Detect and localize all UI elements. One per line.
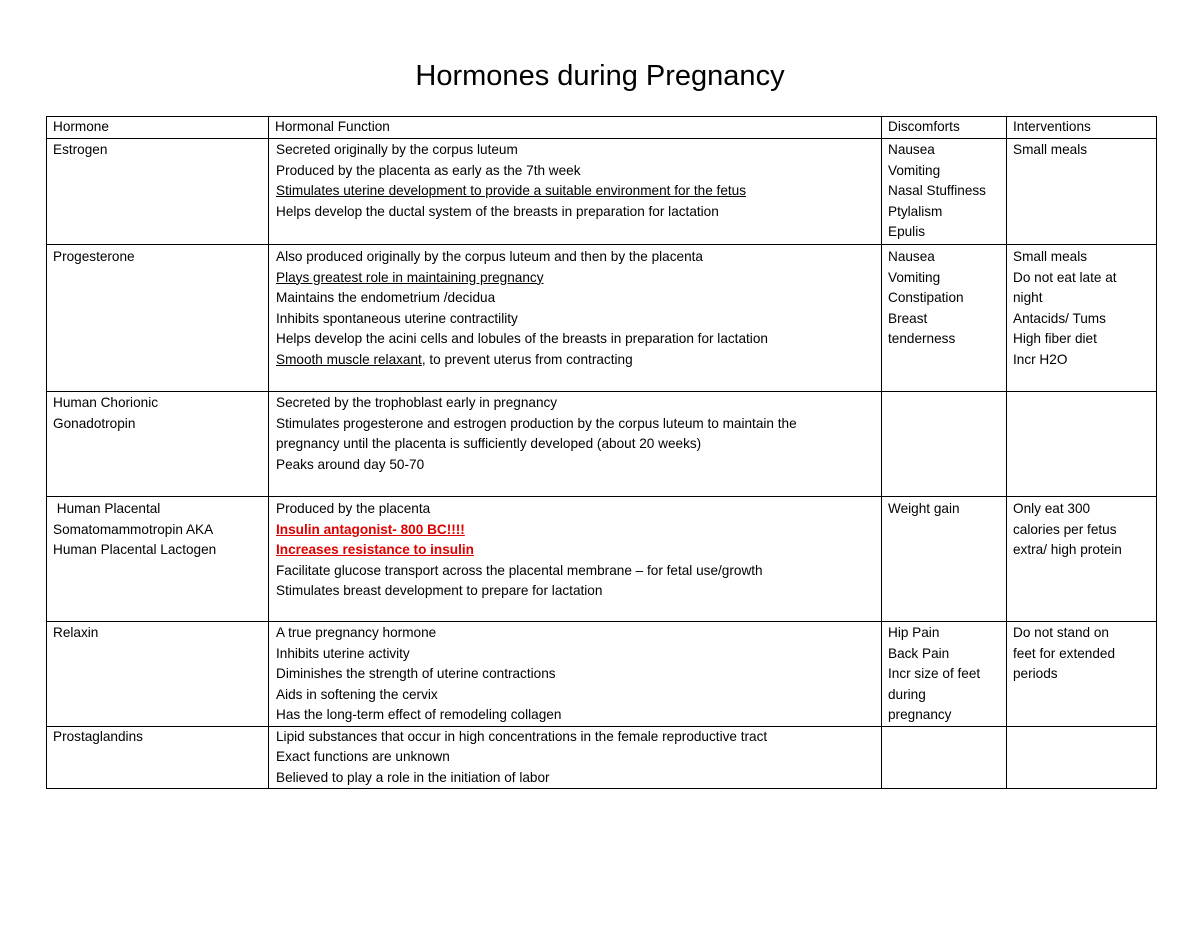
- hormone-name: Somatomammotropin AKA: [53, 521, 214, 537]
- interventions-cell: [1007, 726, 1157, 789]
- function-line: Exact functions are unknown: [276, 749, 450, 764]
- interventions-cell: [1007, 622, 1157, 727]
- function-line: Secreted by the trophoblast early in pregnancy: [276, 395, 558, 410]
- intervention-item: extra/ high protein: [1013, 542, 1122, 557]
- hormone-cell: [47, 139, 269, 245]
- function-line-underlined: Smooth muscle relaxant: [276, 351, 422, 367]
- function-cell: [269, 139, 882, 245]
- discomfort-item: Vomiting: [888, 269, 941, 285]
- function-line: Stimulates breast development to prepare for lactation: [276, 583, 603, 598]
- interventions-cell: [1007, 497, 1157, 622]
- table-row-prostaglandins: [47, 726, 1157, 789]
- function-line: Has the long-term effect of remodeling collagen: [276, 707, 562, 722]
- intervention-item: Incr H2O: [1013, 351, 1068, 367]
- function-cell: [269, 726, 882, 789]
- intervention-item: calories per fetus: [1013, 521, 1117, 537]
- column-header-discomforts: Discomforts: [882, 117, 1007, 139]
- function-line: Plays greatest role in maintaining pregnancy: [276, 269, 544, 285]
- intervention-item: night: [1013, 290, 1043, 305]
- intervention-item: Small meals: [1013, 249, 1088, 264]
- discomforts-cell: [882, 497, 1007, 622]
- function-line: Inhibits spontaneous uterine contractility: [276, 310, 518, 326]
- discomfort-item: Hip Pain: [888, 625, 940, 640]
- discomfort-item: tenderness: [888, 331, 956, 346]
- function-line: Maintains the endometrium /decidua: [276, 290, 496, 305]
- table-row-hpl: [47, 497, 1157, 622]
- discomfort-item: Vomiting: [888, 162, 941, 178]
- function-line: Inhibits uterine activity: [276, 645, 410, 661]
- table-row-progesterone: [47, 245, 1157, 392]
- discomfort-item: Constipation: [888, 290, 964, 305]
- interventions-cell: [1007, 392, 1157, 497]
- function-line: A true pregnancy hormone: [276, 625, 437, 640]
- hormone-cell: [47, 245, 269, 392]
- intervention-item: Small meals: [1013, 142, 1088, 157]
- intervention-item: High fiber diet: [1013, 331, 1097, 346]
- function-line: Produced by the placenta: [276, 501, 431, 516]
- discomfort-item: Epulis: [888, 224, 926, 239]
- discomforts-cell: [882, 245, 1007, 392]
- column-header-hormonal-function: Hormonal Function: [269, 117, 882, 139]
- header-row: [47, 117, 1157, 139]
- function-cell: [269, 392, 882, 497]
- discomforts-cell: [882, 392, 1007, 497]
- discomfort-item: during: [888, 686, 926, 702]
- hormone-name: Gonadotropin: [53, 415, 136, 431]
- function-line: Diminishes the strength of uterine contractions: [276, 666, 556, 681]
- column-header-hormone: Hormone: [47, 117, 269, 139]
- discomfort-item: Nausea: [888, 142, 935, 157]
- discomfort-item: Back Pain: [888, 645, 950, 661]
- hormone-cell: [47, 392, 269, 497]
- function-cell: [269, 622, 882, 727]
- intervention-item: feet for extended: [1013, 645, 1116, 661]
- intervention-item: Do not eat late at: [1013, 269, 1117, 285]
- function-line-highlight: Increases resistance to insulin: [276, 542, 474, 557]
- hormone-name: Prostaglandins: [53, 728, 143, 744]
- discomforts-cell: [882, 726, 1007, 789]
- discomfort-item: pregnancy: [888, 707, 952, 722]
- interventions-cell: [1007, 245, 1157, 392]
- hormone-name: Human Placental: [53, 501, 161, 516]
- column-header-interventions: Interventions: [1007, 117, 1157, 139]
- interventions-cell: [1007, 139, 1157, 245]
- discomfort-item: Nausea: [888, 249, 935, 264]
- function-line: pregnancy until the placenta is sufficiently developed (about 20 weeks): [276, 436, 702, 451]
- table-row-hcg: [47, 392, 1157, 497]
- table-body: [47, 139, 1157, 789]
- discomfort-item: Ptylalism: [888, 203, 943, 219]
- hormones-table: [46, 116, 1157, 789]
- table-row-estrogen: [47, 139, 1157, 245]
- hormone-name: Human Chorionic: [53, 395, 159, 410]
- function-cell: [269, 497, 882, 622]
- discomfort-item: Breast: [888, 310, 928, 326]
- function-line: Stimulates uterine development to provide a suitable environment for the fetus: [276, 183, 747, 198]
- function-cell: [269, 245, 882, 392]
- hormone-name: Estrogen: [53, 142, 108, 157]
- function-line: Helps develop the ductal system of the breasts in preparation for lactation: [276, 203, 719, 219]
- function-line: Believed to play a role in the initiation of labor: [276, 769, 550, 785]
- hormone-name: Progesterone: [53, 249, 135, 264]
- function-line: [276, 350, 877, 371]
- discomfort-item: Incr size of feet: [888, 666, 981, 681]
- page-title: Hormones during Pregnancy: [415, 60, 785, 92]
- hormone-cell: [47, 726, 269, 789]
- function-line: Peaks around day 50-70: [276, 456, 425, 472]
- discomforts-cell: [882, 622, 1007, 727]
- hormone-name: Relaxin: [53, 625, 99, 640]
- discomforts-cell: [882, 139, 1007, 245]
- function-line: Aids in softening the cervix: [276, 686, 438, 702]
- hormone-name: Human Placental Lactogen: [53, 542, 217, 557]
- intervention-item: Do not stand on: [1013, 625, 1109, 640]
- table-row-relaxin: [47, 622, 1157, 727]
- intervention-item: periods: [1013, 666, 1058, 681]
- function-line: Produced by the placenta as early as the 7th week: [276, 162, 581, 178]
- hormone-cell: [47, 497, 269, 622]
- function-line: Facilitate glucose transport across the placental membrane – for fetal use/growth: [276, 562, 763, 578]
- intervention-item: Antacids/ Tums: [1013, 310, 1106, 326]
- table-header: [47, 117, 1157, 139]
- discomfort-item: Nasal Stuffiness: [888, 183, 986, 198]
- function-line: Secreted originally by the corpus luteum: [276, 142, 518, 157]
- function-line: Stimulates progesterone and estrogen production by the corpus luteum to maintain the: [276, 415, 797, 431]
- function-line: Helps develop the acini cells and lobules of the breasts in preparation for lactation: [276, 331, 768, 346]
- function-line: Lipid substances that occur in high concentrations in the female reproductive tract: [276, 728, 768, 744]
- hormone-cell: [47, 622, 269, 727]
- discomfort-item: Weight gain: [888, 501, 960, 516]
- function-line: Also produced originally by the corpus luteum and then by the placenta: [276, 249, 703, 264]
- function-line-highlight: Insulin antagonist- 800 BC!!!!: [276, 521, 465, 537]
- intervention-item: Only eat 300: [1013, 501, 1091, 516]
- function-line-continuation: , to prevent uterus from contracting: [421, 351, 633, 367]
